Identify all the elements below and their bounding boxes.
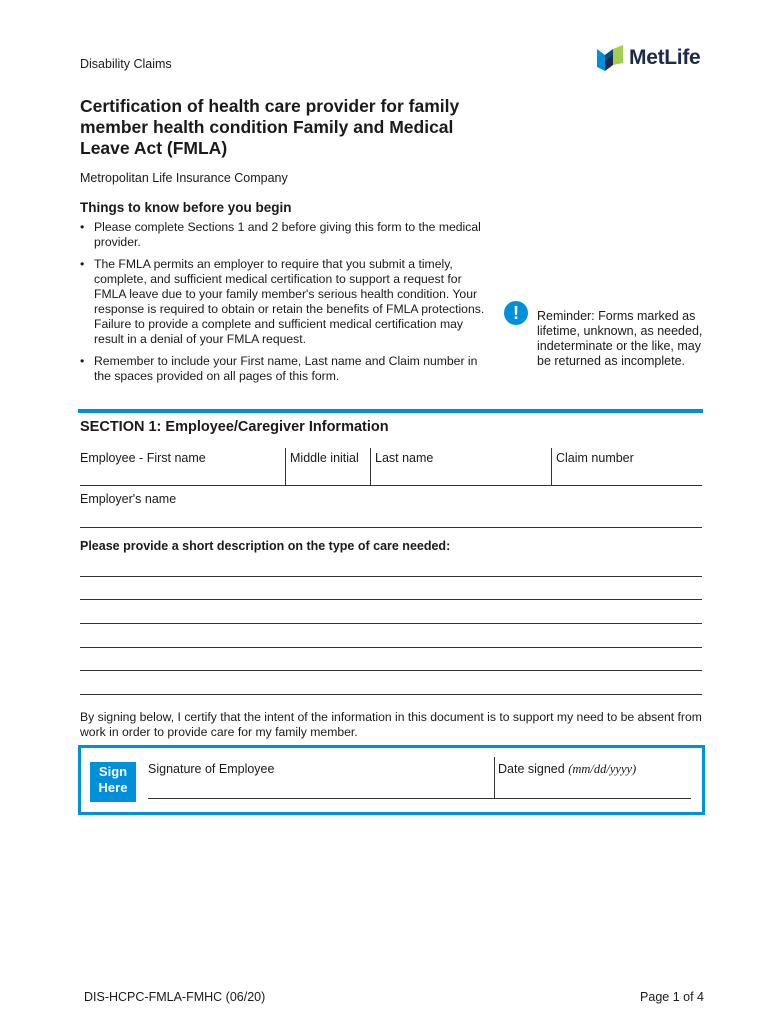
sign-here-badge: Sign Here bbox=[90, 762, 136, 802]
employer-name-label: Employer's name bbox=[80, 492, 177, 506]
field-divider bbox=[285, 448, 286, 486]
employer-name-field[interactable] bbox=[80, 527, 702, 528]
claim-number-label: Claim number bbox=[556, 451, 634, 465]
certification-statement: By signing below, I certify that the intent of the information in this document is to support my need to be absent from work in order to provide care for my family member. bbox=[80, 710, 702, 739]
logo-wordmark: MetLife bbox=[629, 46, 701, 69]
intro-bullets bbox=[80, 220, 490, 391]
section-title: SECTION 1: Employee/Caregiver Information bbox=[80, 419, 389, 435]
signature-field[interactable] bbox=[148, 798, 494, 799]
intro-heading: Things to know before you begin bbox=[80, 200, 292, 215]
intro-bullet: • The FMLA permits an employer to require that you submit a timely, complete, and sufficient medical certification to support a request for FMLA leave due to your family member's serious health condition. Your response is required to obtain or retain the benefits of FMLA protections. Failure to provide a complete and sufficient medical certification may result in a denial of your FMLA request. bbox=[80, 257, 490, 347]
metlife-logo bbox=[597, 45, 700, 71]
care-description-line[interactable] bbox=[80, 694, 702, 695]
care-description-line[interactable] bbox=[80, 670, 702, 671]
form-code: DIS-HCPC-FMLA-FMHC (06/20) bbox=[84, 990, 266, 1004]
first-name-label: Employee - First name bbox=[80, 451, 206, 465]
last-name-label: Last name bbox=[375, 451, 434, 465]
last-name-field[interactable] bbox=[371, 485, 551, 486]
date-format-hint: (mm/dd/yyyy) bbox=[568, 762, 637, 776]
signature-box bbox=[78, 745, 705, 815]
signature-divider bbox=[494, 757, 495, 799]
date-signed-label bbox=[498, 762, 636, 777]
alert-icon: ! bbox=[504, 301, 528, 325]
care-description-line[interactable] bbox=[80, 599, 702, 600]
field-divider bbox=[370, 448, 371, 486]
signature-label: Signature of Employee bbox=[148, 762, 275, 776]
document-category: Disability Claims bbox=[80, 57, 172, 71]
page-number: Page 1 of 4 bbox=[640, 990, 704, 1004]
section-divider bbox=[78, 409, 703, 413]
date-signed-text: Date signed bbox=[498, 762, 565, 776]
reminder-text: Reminder: Forms marked as lifetime, unknown, as needed, indeterminate or the like, may be returned as incomplete. bbox=[537, 309, 703, 368]
claim-number-field[interactable] bbox=[552, 485, 702, 486]
care-description-line[interactable] bbox=[80, 647, 702, 648]
care-description-label: Please provide a short description on the type of care needed: bbox=[80, 539, 451, 553]
care-description-line[interactable] bbox=[80, 623, 702, 624]
first-name-field[interactable] bbox=[80, 485, 285, 486]
care-description-line[interactable] bbox=[80, 576, 702, 577]
intro-bullet: • Please complete Sections 1 and 2 before giving this form to the medical provider. bbox=[80, 220, 490, 250]
company-name: Metropolitan Life Insurance Company bbox=[80, 171, 288, 185]
metlife-logo-icon bbox=[597, 45, 623, 71]
intro-bullet: • Remember to include your First name, Last name and Claim number in the spaces provided on all pages of this form. bbox=[80, 354, 490, 384]
middle-initial-label: Middle initial bbox=[290, 451, 359, 465]
page-title: Certification of health care provider for family member health condition Family and Medical Leave Act (FMLA) bbox=[80, 96, 460, 158]
middle-initial-field[interactable] bbox=[286, 485, 370, 486]
field-divider bbox=[551, 448, 552, 486]
date-signed-field[interactable] bbox=[495, 798, 691, 799]
